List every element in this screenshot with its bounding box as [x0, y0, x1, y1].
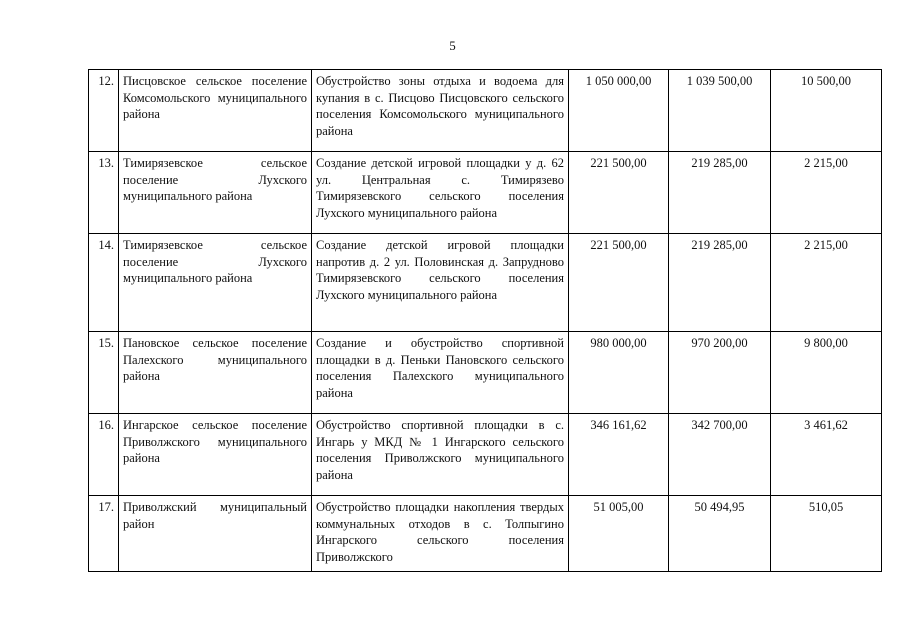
project-cell: Создание детской игровой площадки у д. 62 ул. Центральная с. Тимирязево Тимирязевского сельского поселения Лухского муниципального района — [312, 152, 569, 234]
row-number: 16. — [89, 414, 119, 496]
local-amount-cell: 3 461,62 — [771, 414, 882, 496]
table-row — [89, 414, 882, 496]
total-amount-cell: 1 050 000,00 — [569, 70, 669, 152]
project-cell: Создание детской игровой площадки напротив д. 2 ул. Половинская д. Запрудново Тимирязевского сельского поселения Лухского муниципального района — [312, 234, 569, 332]
table-row — [89, 332, 882, 414]
project-cell: Создание и обустройство спортивной площадки в д. Пеньки Пановского сельского поселения Палехского муниципального района — [312, 332, 569, 414]
row-number: 13. — [89, 152, 119, 234]
local-amount-cell: 510,05 — [771, 496, 882, 572]
municipality-cell: Ингарское сельское поселение Приволжского муниципального района — [119, 414, 312, 496]
subsidy-amount-cell: 970 200,00 — [669, 332, 771, 414]
municipality-cell: Пановское сельское поселение Палехского муниципального района — [119, 332, 312, 414]
subsidy-amount-cell: 1 039 500,00 — [669, 70, 771, 152]
total-amount-cell: 221 500,00 — [569, 152, 669, 234]
row-number: 17. — [89, 496, 119, 572]
subsidy-amount-cell: 219 285,00 — [669, 234, 771, 332]
total-amount-cell: 980 000,00 — [569, 332, 669, 414]
page-number: 5 — [449, 38, 456, 53]
project-cell: Обустройство зоны отдыха и водоема для купания в с. Писцово Писцовского сельского поселения Комсомольского муниципального района — [312, 70, 569, 152]
local-amount-cell: 9 800,00 — [771, 332, 882, 414]
local-amount-cell: 10 500,00 — [771, 70, 882, 152]
row-number: 12. — [89, 70, 119, 152]
local-amount-cell: 2 215,00 — [771, 152, 882, 234]
municipality-cell: Тимирязевское сельское поселение Лухского муниципального района — [119, 234, 312, 332]
subsidy-amount-cell: 219 285,00 — [669, 152, 771, 234]
municipality-cell: Приволжский муниципальный район — [119, 496, 312, 572]
total-amount-cell: 346 161,62 — [569, 414, 669, 496]
table-row — [89, 70, 882, 152]
table-row — [89, 234, 882, 332]
local-amount-cell: 2 215,00 — [771, 234, 882, 332]
municipality-cell: Писцовское сельское поселение Комсомольского муниципального района — [119, 70, 312, 152]
row-number: 14. — [89, 234, 119, 332]
table-row — [89, 496, 882, 572]
project-cell: Обустройство площадки накопления твердых коммунальных отходов в с. Толпыгино Ингарского сельского поселения Приволжского — [312, 496, 569, 572]
total-amount-cell: 221 500,00 — [569, 234, 669, 332]
subsidy-amount-cell: 50 494,95 — [669, 496, 771, 572]
municipality-cell: Тимирязевское сельское поселение Лухского муниципального района — [119, 152, 312, 234]
subsidy-amount-cell: 342 700,00 — [669, 414, 771, 496]
funding-table — [88, 69, 882, 572]
table-row — [89, 152, 882, 234]
row-number: 15. — [89, 332, 119, 414]
total-amount-cell: 51 005,00 — [569, 496, 669, 572]
project-cell: Обустройство спортивной площадки в с. Ингарь у МКД № 1 Ингарского сельского поселения Приволжского муниципального района — [312, 414, 569, 496]
